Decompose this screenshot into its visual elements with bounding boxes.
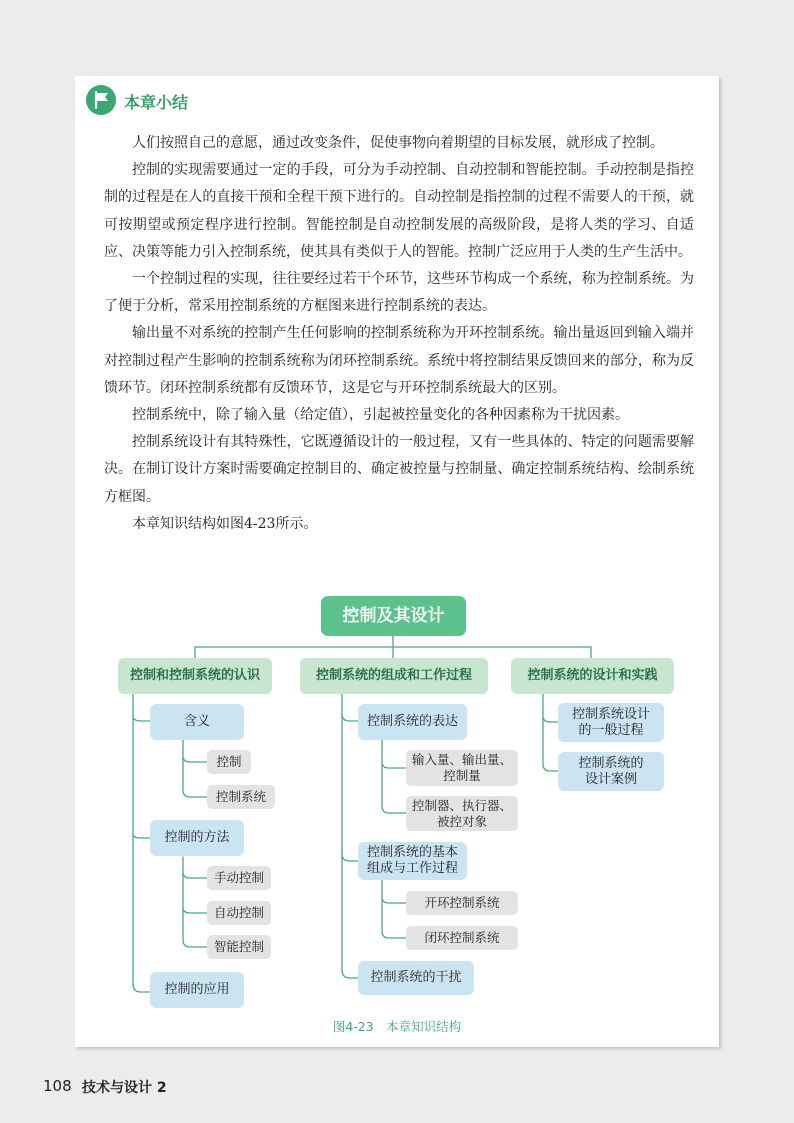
paragraph: 本章知识结构如图4-23所示。 <box>132 515 318 532</box>
topic-node: 控制的应用 <box>150 972 244 1008</box>
leaf-node: 闭环控制系统 <box>406 926 518 950</box>
paragraph: 控制系统设计有其特殊性，它既遵循设计的一般过程，又有一些具体的、特定的问题需要解决。在制订设计方案时需要确定控制目的、确定被控量与控制量、确定控制系统结构、绘制系统方框图。 <box>104 434 694 505</box>
topic-node: 控制系统设计 的一般过程 <box>558 703 664 742</box>
book-title: 技术与设计 2 <box>82 1080 167 1096</box>
paragraph: 人们按照自己的意愿，通过改变条件，促使事物向着期望的目标发展，就形成了控制。 <box>132 135 664 151</box>
leaf-node: 控制器、执行器、 被控对象 <box>406 796 518 831</box>
flag-icon <box>86 85 116 115</box>
paragraph: 控制的实现需要通过一定的手段，可分为手动控制、自动控制和智能控制。手动控制是指控制的过程是在人的直接干预和全程干预下进行的。自动控制是指控制的过程不需要人的干预，就可按期望或预定程序进行控制。智能控制是自动控制发展的高级阶段，是将人类的学习、自适应、决策等能力引入控制系统，使其具有类似于人的智能。控制广泛应用于人类的生产生活中。 <box>104 162 694 260</box>
leaf-node: 智能控制 <box>207 935 271 959</box>
leaf-node: 输入量、输出量、 控制量 <box>406 750 518 786</box>
leaf-node: 控制 <box>207 750 251 774</box>
topic-node: 控制系统的表达 <box>358 704 467 740</box>
branch-node: 控制系统的设计和实践 <box>511 658 674 694</box>
topic-node: 含义 <box>150 704 244 740</box>
diagram-root-node: 控制及其设计 <box>321 596 466 636</box>
topic-node: 控制系统的 设计案例 <box>558 752 664 791</box>
leaf-node: 控制系统 <box>207 785 275 809</box>
topic-node: 控制的方法 <box>150 820 244 856</box>
figure-caption: 图4-23 本章知识结构 <box>332 1019 462 1034</box>
topic-node: 控制系统的干扰 <box>358 961 474 995</box>
leaf-node: 手动控制 <box>207 866 271 890</box>
section-title: 本章小结 <box>124 93 189 112</box>
paragraph: 一个控制过程的实现，往往要经过若干个环节，这些环节构成一个系统，称为控制系统。为了便于分析，常采用控制系统的方框图来进行控制系统的表达。 <box>104 271 694 315</box>
leaf-node: 开环控制系统 <box>406 891 518 915</box>
branch-node: 控制和控制系统的认识 <box>118 658 272 694</box>
page-number: 108 <box>43 1077 72 1095</box>
paragraph: 输出量不对系统的控制产生任何影响的控制系统称为开环控制系统。输出量返回到输入端并对控制过程产生影响的控制系统称为闭环控制系统。系统中将控制结果反馈回来的部分，称为反馈环节。闭环控制系统都有反馈环节，这是它与开环控制系统最大的区别。 <box>104 325 694 396</box>
branch-node: 控制系统的组成和工作过程 <box>300 658 488 694</box>
summary-text <box>104 130 694 538</box>
leaf-node: 自动控制 <box>207 901 271 925</box>
topic-node: 控制系统的基本 组成与工作过程 <box>358 842 467 880</box>
paragraph: 控制系统中，除了输入量（给定值），引起被控量变化的各种因素称为干扰因素。 <box>132 407 629 424</box>
